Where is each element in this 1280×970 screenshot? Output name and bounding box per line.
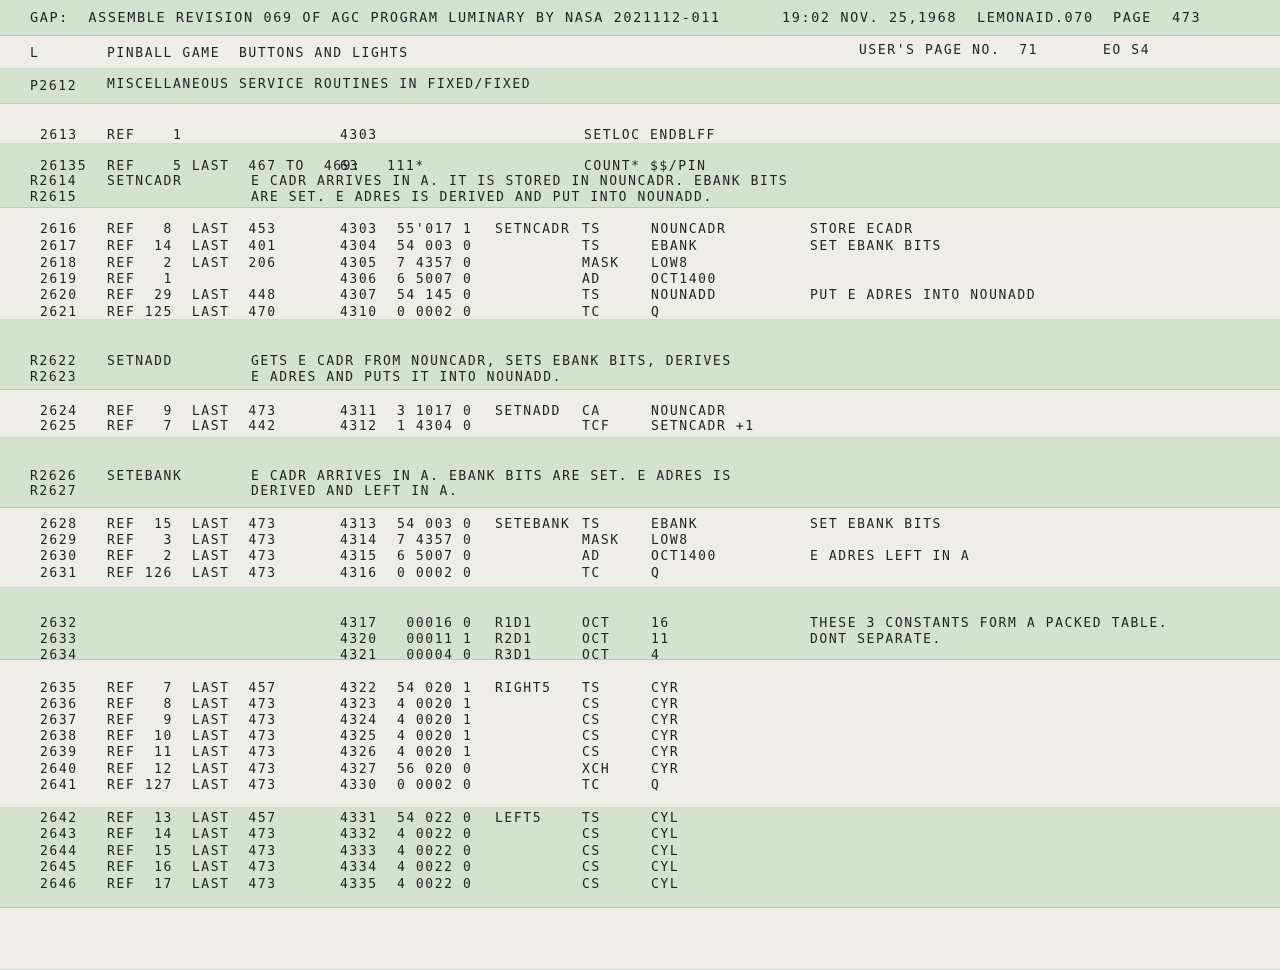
octal-code: 6 5007 0: [397, 272, 473, 287]
line-number: 2618: [40, 256, 78, 271]
address: 4334: [340, 860, 378, 875]
address: 4303: [340, 128, 378, 143]
line-number: 2613: [40, 128, 78, 143]
octal-code: 1 4304 0: [397, 419, 473, 434]
address: 4320: [340, 632, 378, 647]
page-number: 473: [1172, 10, 1202, 26]
line-number: 2631: [40, 566, 78, 581]
address: 4326: [340, 745, 378, 760]
octal-code: 00011 1: [397, 632, 473, 647]
statement-label: SETEBANK: [495, 517, 571, 532]
operand: EBANK: [651, 517, 699, 532]
address: 4305: [340, 256, 378, 271]
opcode: MASK: [582, 256, 620, 271]
line-number: 2636: [40, 697, 78, 712]
octal-code: 55'017 1: [397, 222, 473, 237]
opcode: SETLOC ENDBLFF: [584, 128, 716, 143]
ref-column: REF 9 LAST 473: [107, 404, 277, 419]
operand: CYL: [651, 811, 680, 826]
line-number: 2641: [40, 778, 78, 793]
opcode: CS: [582, 713, 601, 728]
ref-column: REF 7 LAST 442: [107, 419, 277, 434]
opcode: COUNT* $$/PIN: [584, 159, 707, 174]
ref-column: REF 13 LAST 457: [107, 811, 277, 826]
address: 4315: [340, 549, 378, 564]
line-number: R2622: [30, 354, 78, 369]
operand: EBANK: [651, 239, 699, 254]
address: 4325: [340, 729, 378, 744]
operand: CYR: [651, 762, 680, 777]
statement-label: RIGHT5: [495, 681, 552, 696]
octal-code: 54 020 1: [397, 681, 473, 696]
opcode: XCH: [582, 762, 611, 777]
log-marker: L: [30, 46, 40, 61]
ref-column: REF 7 LAST 457: [107, 681, 277, 696]
octal-code: 4 0022 0: [397, 827, 473, 842]
comment: DONT SEPARATE.: [810, 632, 942, 647]
ref-column: REF 9 LAST 473: [107, 713, 277, 728]
line-number: 2632: [40, 616, 78, 631]
line-number: 2640: [40, 762, 78, 777]
operand: NOUNCADR: [651, 404, 727, 419]
operand: CYR: [651, 681, 680, 696]
octal-code: 00004 0: [397, 648, 473, 663]
ref-column: REF 14 LAST 473: [107, 827, 277, 842]
address: 4307: [340, 288, 378, 303]
line-number: R2615: [30, 190, 78, 205]
statement-label: R2D1: [495, 632, 533, 647]
octal-code: 4 0020 1: [397, 697, 473, 712]
operand: CYR: [651, 745, 680, 760]
comment: SET EBANK BITS: [810, 517, 942, 532]
statement-label: SETNADD: [495, 404, 561, 419]
opcode: CS: [582, 844, 601, 859]
ref-column: REF 127 LAST 473: [107, 778, 277, 793]
comment: E ADRES LEFT IN A: [810, 549, 971, 564]
octal-code: 0 0002 0: [397, 305, 473, 320]
line-number: 2620: [40, 288, 78, 303]
ref-column: REF 1: [107, 128, 183, 143]
ref-column: REF 15 LAST 473: [107, 844, 277, 859]
address: 4330: [340, 778, 378, 793]
opcode: CA: [582, 404, 601, 419]
opcode: TS: [582, 239, 601, 254]
opcode: TS: [582, 811, 601, 826]
opcode: TS: [582, 517, 601, 532]
address: 4333: [340, 844, 378, 859]
line-number: 2628: [40, 517, 78, 532]
ref-column: REF 2 LAST 206: [107, 256, 277, 271]
address: 4332: [340, 827, 378, 842]
operand: OCT1400: [651, 549, 717, 564]
ref-column: REF 17 LAST 473: [107, 877, 277, 892]
remark-text: E CADR ARRIVES IN A. IT IS STORED IN NOUNCADR. EBANK BITS: [251, 174, 789, 189]
address: 4304: [340, 239, 378, 254]
opcode: TS: [582, 288, 601, 303]
comment: PUT E ADRES INTO NOUNADD: [810, 288, 1037, 303]
address: 4321: [340, 648, 378, 663]
line-number: R2626: [30, 469, 78, 484]
ref-column: REF 15 LAST 473: [107, 517, 277, 532]
opcode: CS: [582, 860, 601, 875]
line-number: R2623: [30, 370, 78, 385]
ref-column: REF 125 LAST 470: [107, 305, 277, 320]
octal-code: 4 0020 1: [397, 729, 473, 744]
ref-column: REF 16 LAST 473: [107, 860, 277, 875]
line-number: 2624: [40, 404, 78, 419]
octal-code: 6 5007 0: [397, 549, 473, 564]
operand: CYL: [651, 860, 680, 875]
operand: 16: [651, 616, 670, 631]
ref-column: REF 3 LAST 473: [107, 533, 277, 548]
line-number: 2646: [40, 877, 78, 892]
line-number: 2642: [40, 811, 78, 826]
address: 4310: [340, 305, 378, 320]
octal-code: 00016 0: [397, 616, 473, 631]
remark-text: DERIVED AND LEFT IN A.: [251, 484, 459, 499]
address: 4311: [340, 404, 378, 419]
remark-text: E CADR ARRIVES IN A. EBANK BITS ARE SET. E ADRES IS: [251, 469, 732, 484]
opcode: OCT: [582, 632, 611, 647]
line-number: 2645: [40, 860, 78, 875]
gap-header: GAP: ASSEMBLE REVISION 069 OF AGC PROGRAM LUMINARY BY NASA 2021112-011: [30, 10, 721, 26]
eo-code: EO S4: [1103, 43, 1151, 58]
opcode: TC: [582, 566, 601, 581]
address: 4324: [340, 713, 378, 728]
operand: CYR: [651, 713, 680, 728]
operand: NOUNCADR: [651, 222, 727, 237]
opcode: TS: [582, 681, 601, 696]
octal-code: 0 0002 0: [397, 566, 473, 581]
ref-column: REF 14 LAST 401: [107, 239, 277, 254]
octal-code: 54 145 0: [397, 288, 473, 303]
operand: Q: [651, 778, 661, 793]
opcode: TCF: [582, 419, 611, 434]
remark-text: E ADRES AND PUTS IT INTO NOUNADD.: [251, 370, 563, 385]
comment: THESE 3 CONSTANTS FORM A PACKED TABLE.: [810, 616, 1169, 631]
line-number: 2616: [40, 222, 78, 237]
job-name: LEMONAID.070: [977, 10, 1094, 26]
operand: LOW8: [651, 533, 689, 548]
opcode: TC: [582, 305, 601, 320]
opcode: TC: [582, 778, 601, 793]
ref-column: SETNCADR: [107, 174, 183, 189]
remark-text: GETS E CADR FROM NOUNCADR, SETS EBANK BITS, DERIVES: [251, 354, 732, 369]
opcode: CS: [582, 697, 601, 712]
operand: CYR: [651, 729, 680, 744]
line-number: 26135: [40, 159, 88, 174]
statement-label: R1D1: [495, 616, 533, 631]
ref-column: REF 1: [107, 272, 173, 287]
page-label: PAGE: [1113, 10, 1152, 26]
operand: 11: [651, 632, 670, 647]
statement-label: LEFT5: [495, 811, 543, 826]
address: 4327: [340, 762, 378, 777]
octal-code: 0 0002 0: [397, 778, 473, 793]
ref-column: SETEBANK: [107, 469, 183, 484]
opcode: AD: [582, 272, 601, 287]
opcode: OCT: [582, 648, 611, 663]
users-page: USER'S PAGE NO. 71: [859, 43, 1039, 58]
ref-column: REF 8 LAST 473: [107, 697, 277, 712]
operand: 4: [651, 648, 661, 663]
opcode: CS: [582, 877, 601, 892]
octal-code: 4 0022 0: [397, 844, 473, 859]
operand: Q: [651, 566, 661, 581]
octal-code: 54 003 0: [397, 517, 473, 532]
ref-column: SETNADD: [107, 354, 173, 369]
ref-column: REF 11 LAST 473: [107, 745, 277, 760]
address: 63 111*: [340, 159, 425, 174]
operand: CYL: [651, 877, 680, 892]
octal-code: 7 4357 0: [397, 256, 473, 271]
octal-code: 4 0022 0: [397, 877, 473, 892]
operand: CYL: [651, 827, 680, 842]
ref-column: REF 126 LAST 473: [107, 566, 277, 581]
p-number: P2612: [30, 79, 78, 94]
line-number: 2633: [40, 632, 78, 647]
opcode: OCT: [582, 616, 611, 631]
address: 4313: [340, 517, 378, 532]
line-number: 2639: [40, 745, 78, 760]
operand: OCT1400: [651, 272, 717, 287]
p-title: MISCELLANEOUS SERVICE ROUTINES IN FIXED/FIXED: [107, 77, 532, 92]
address: 4314: [340, 533, 378, 548]
address: 4322: [340, 681, 378, 696]
ref-column: REF 12 LAST 473: [107, 762, 277, 777]
comment: SET EBANK BITS: [810, 239, 942, 254]
octal-code: 4 0020 1: [397, 745, 473, 760]
octal-code: 4 0022 0: [397, 860, 473, 875]
operand: Q: [651, 305, 661, 320]
octal-code: 7 4357 0: [397, 533, 473, 548]
line-number: 2643: [40, 827, 78, 842]
octal-code: 56 020 0: [397, 762, 473, 777]
address: 4331: [340, 811, 378, 826]
operand: LOW8: [651, 256, 689, 271]
line-number: R2614: [30, 174, 78, 189]
ref-column: REF 8 LAST 453: [107, 222, 277, 237]
ref-column: REF 10 LAST 473: [107, 729, 277, 744]
line-number: 2635: [40, 681, 78, 696]
log-title: PINBALL GAME BUTTONS AND LIGHTS: [107, 46, 409, 61]
opcode: MASK: [582, 533, 620, 548]
line-number: 2634: [40, 648, 78, 663]
address: 4316: [340, 566, 378, 581]
opcode: CS: [582, 745, 601, 760]
operand: SETNCADR +1: [651, 419, 755, 434]
remark-text: ARE SET. E ADRES IS DERIVED AND PUT INTO NOUNADD.: [251, 190, 713, 205]
line-number: 2637: [40, 713, 78, 728]
address: 4317: [340, 616, 378, 631]
address: 4335: [340, 877, 378, 892]
timestamp: 19:02 NOV. 25,1968: [782, 10, 958, 26]
line-number: R2627: [30, 484, 78, 499]
address: 4312: [340, 419, 378, 434]
line-number: 2619: [40, 272, 78, 287]
ref-column: REF 29 LAST 448: [107, 288, 277, 303]
ref-column: REF 2 LAST 473: [107, 549, 277, 564]
operand: NOUNADD: [651, 288, 717, 303]
opcode: CS: [582, 827, 601, 842]
operand: CYL: [651, 844, 680, 859]
statement-label: R3D1: [495, 648, 533, 663]
line-number: 2630: [40, 549, 78, 564]
line-number: 2629: [40, 533, 78, 548]
octal-code: 4 0020 1: [397, 713, 473, 728]
octal-code: 54 022 0: [397, 811, 473, 826]
address: 4323: [340, 697, 378, 712]
octal-code: 54 003 0: [397, 239, 473, 254]
opcode: AD: [582, 549, 601, 564]
line-number: 2644: [40, 844, 78, 859]
opcode: CS: [582, 729, 601, 744]
statement-label: SETNCADR: [495, 222, 571, 237]
line-number: 2617: [40, 239, 78, 254]
operand: CYR: [651, 697, 680, 712]
address: 4306: [340, 272, 378, 287]
opcode: TS: [582, 222, 601, 237]
line-number: 2621: [40, 305, 78, 320]
line-number: 2625: [40, 419, 78, 434]
address: 4303: [340, 222, 378, 237]
comment: STORE ECADR: [810, 222, 914, 237]
line-number: 2638: [40, 729, 78, 744]
octal-code: 3 1017 0: [397, 404, 473, 419]
ref-column: REF 5 LAST 467 TO 469:: [107, 159, 362, 174]
